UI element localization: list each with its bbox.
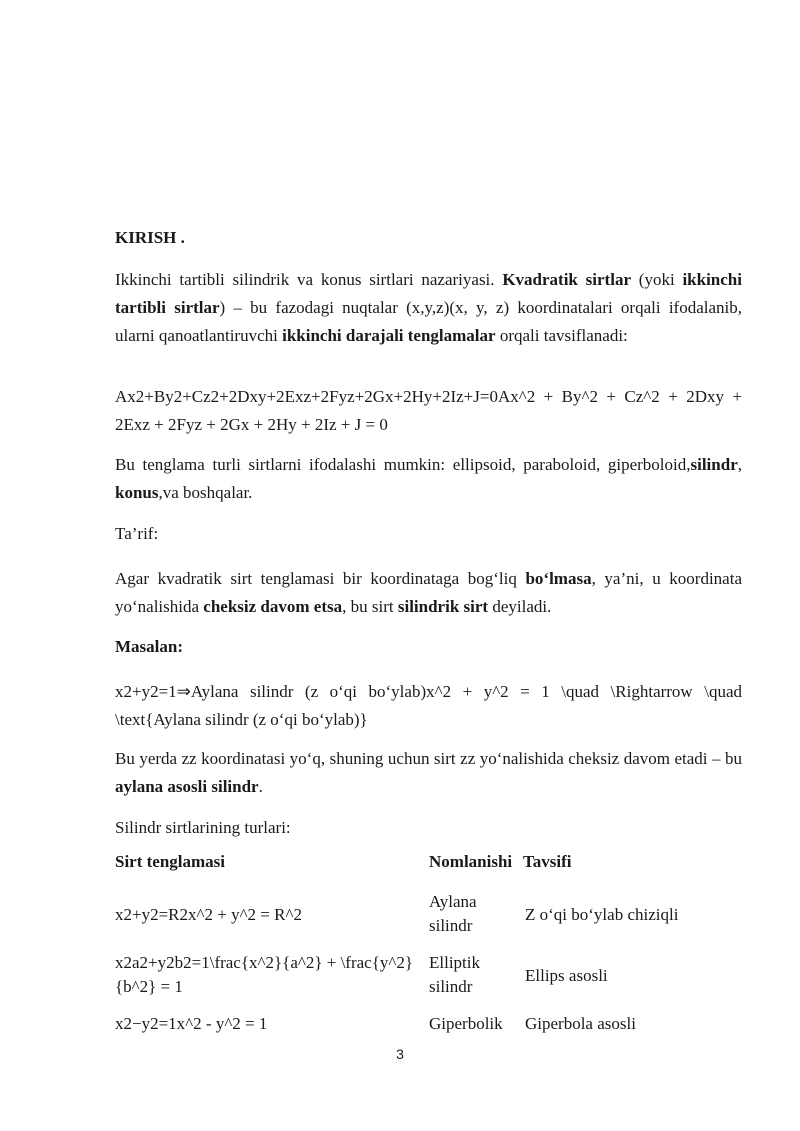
text-run: Bu tenglama turli sirtlarni ifodalashi mumkin: ellipsoid, paraboloid, giperboloid, [115, 455, 691, 474]
text-run: ,va boshqalar. [158, 483, 253, 502]
text-run: , ya’ni, u koordinata yo‘nalishida [115, 569, 742, 616]
cell-description: Z o‘qi bo‘ylab chiziqli [525, 905, 679, 924]
bold-term: ikkinchi tartibli sirtlar [115, 270, 742, 317]
bold-term: cheksiz davom etsa [203, 597, 343, 616]
section-heading: KIRISH . [115, 228, 185, 247]
surfaces-paragraph [115, 451, 742, 507]
text-run: Agar kvadratik sirt tenglamasi bir koordinataga bog‘liq [115, 569, 526, 588]
definition-paragraph [115, 565, 742, 621]
general-equation: Ax2+By2+Cz2+2Dxy+2Exz+2Fyz+2Gx+2Hy+2Iz+J=0Ax^2 + By^2 + Cz^2 + 2Dxy + 2Exz + 2Fyz + 2Gx + 2Hy + 2Iz + J = 0 [115, 387, 742, 434]
text-run: , [737, 455, 742, 474]
cell-equation: x2+y2=R2x^2 + y^2 = R^2 [115, 905, 302, 924]
text-run: . [258, 777, 263, 796]
explanation-paragraph [115, 745, 742, 801]
bold-term: bo‘lmasa [525, 569, 592, 588]
cell-description: Giperbola asosli [525, 1014, 636, 1033]
definition-label: Ta’rif: [115, 524, 159, 543]
types-label: Silindr sirtlarining turlari: [115, 818, 291, 837]
cell-description: Ellips asosli [525, 966, 608, 985]
example-equation: x2+y2=1⇒Aylana silindr (z o‘qi bo‘ylab)x^2 + y^2 = 1 \quad \Rightarrow \quad \text{Aylana silindr (z o‘qi bo‘ylab)} [115, 682, 742, 729]
text-run: Ikkinchi tartibli silindrik va konus sirtlari nazariyasi. [115, 270, 503, 289]
bold-term: silindrik sirt [397, 597, 489, 616]
bold-term: aylana asosli silindr [115, 777, 259, 796]
text-run: orqali tavsiflanadi: [495, 326, 628, 345]
text-run: Bu yerda zz koordinatasi yo‘q, shuning uchun sirt zz yo‘nalishida cheksiz davom etadi – bu [115, 749, 742, 768]
text-run: , bu sirt [342, 597, 398, 616]
page-number: 3 [396, 1046, 404, 1062]
bold-term: ikkinchi darajali tenglamalar [282, 326, 496, 345]
bold-term: konus [115, 483, 159, 502]
intro-paragraph [115, 266, 742, 350]
header-name: Nomlanishi [429, 852, 513, 871]
example-label: Masalan: [115, 637, 183, 656]
bold-term: silindr [690, 455, 738, 474]
text-run: (yoki [631, 270, 683, 289]
cell-name: Elliptik silindr [429, 953, 480, 996]
bold-term: Kvadratik sirtlar [502, 270, 631, 289]
text-run: ) – bu fazodagi nuqtalar (x,y,z)(x, y, z) koordinatalari orqali ifodalanib, ularni qanoatlantiruvchi [115, 298, 742, 345]
text-run: deyiladi. [488, 597, 552, 616]
header-description: Tavsifi [523, 852, 572, 871]
cell-equation: x2a2+y2b2=1\frac{x^2}{a^2} + \frac{y^2}{b^2} = 1 [115, 953, 414, 996]
header-equation: Sirt tenglamasi [115, 852, 226, 871]
cell-equation: x2−y2=1x^2 - y^2 = 1 [115, 1014, 268, 1033]
cell-name: Aylana silindr [429, 892, 477, 935]
cell-name: Giperbolik [429, 1014, 503, 1033]
